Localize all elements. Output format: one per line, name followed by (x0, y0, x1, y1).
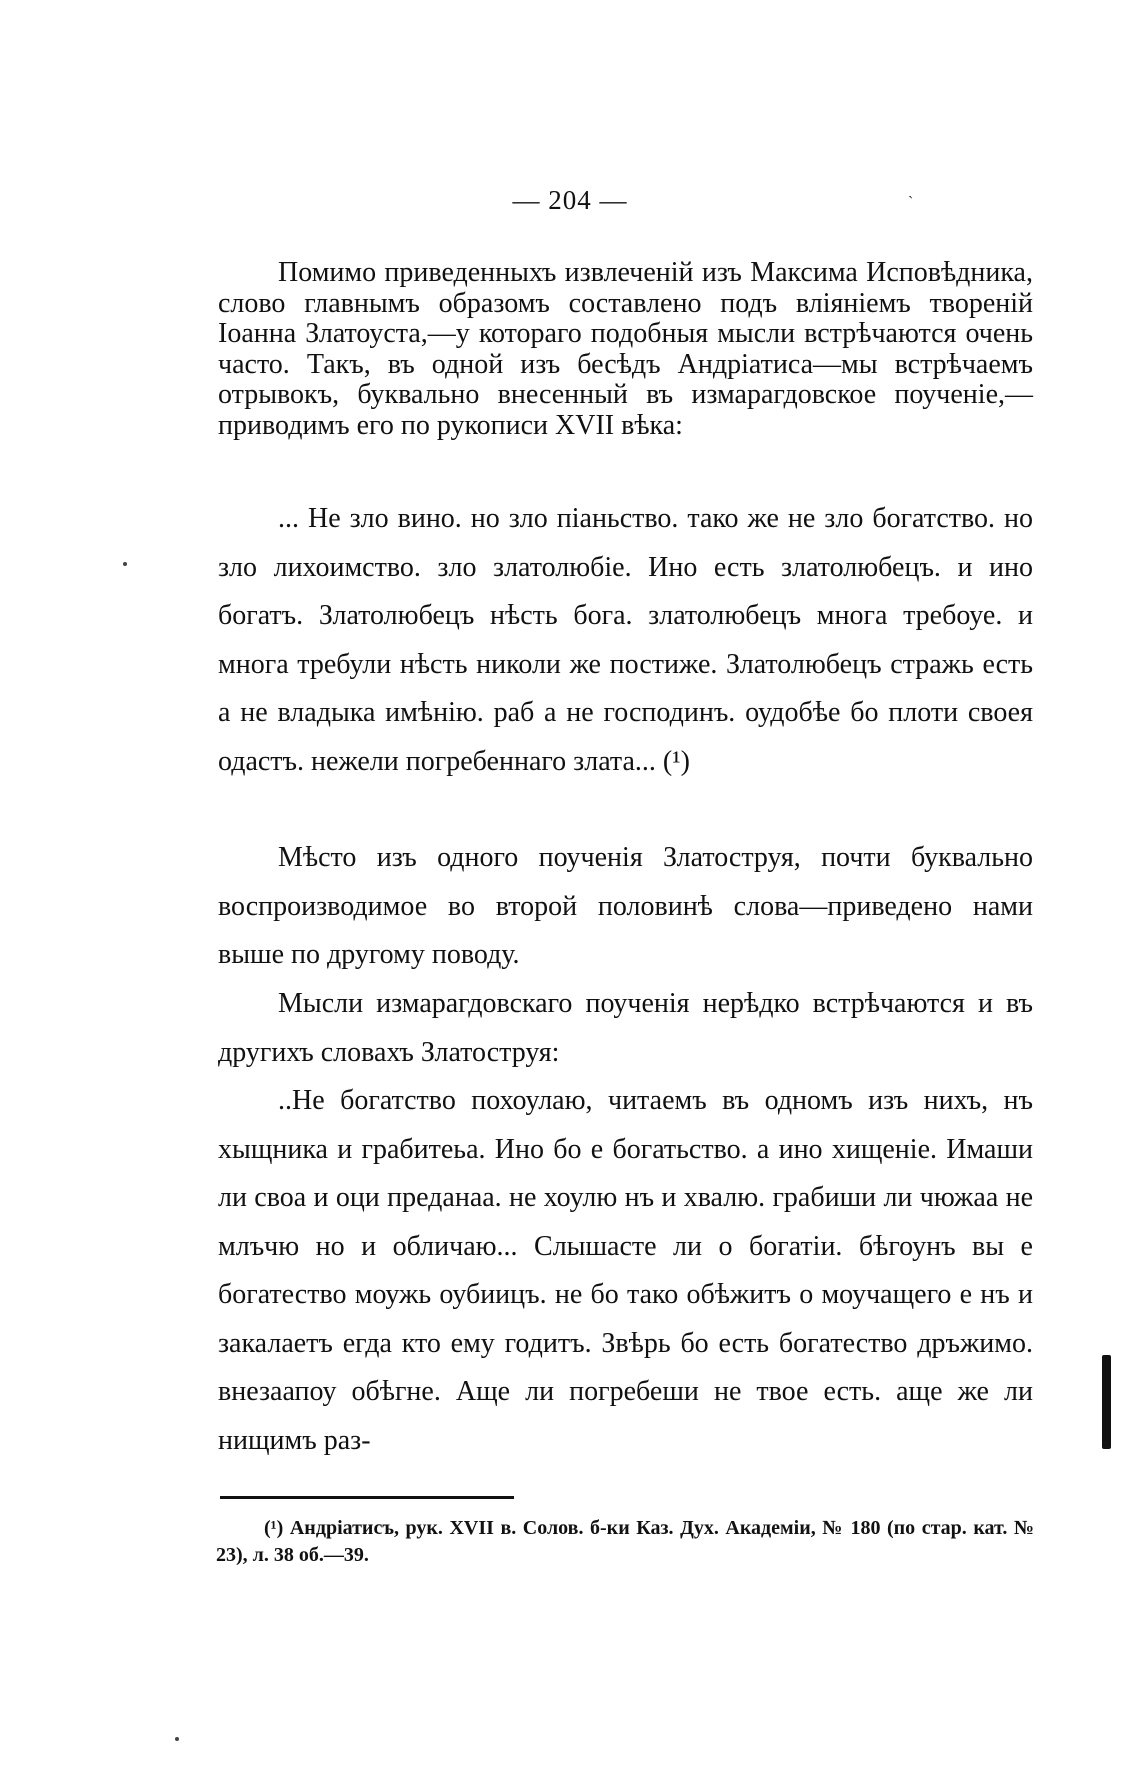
paragraph-intro (218, 258, 1033, 441)
paragraph-other-words (218, 980, 1033, 1077)
page-number: — 204 — (512, 185, 628, 215)
paragraph-text: Мѣсто изъ одного поученія Златоструя, почти буквально воспроизводимое во второй половинѣ слова—приведено нами выше по другому поводу. (218, 842, 1033, 970)
scan-edge-mark (1102, 1355, 1111, 1449)
footnote-text: (¹) Андріатисъ, рук. XVII в. Солов. б-ки Каз. Дух. Академіи, № 180 (по стар. кат. № 23), л. 38 об.—39. (216, 1517, 1034, 1566)
quote-text: ... Не зло вино. но зло піаньство. тако же не зло богатство. но зло лихоимство. зло златолюбіе. Ино есть златолюбецъ. и ино богатъ. Златолюбецъ нѣсть бога. златолюбецъ многа требоуе. и многа требули нѣсть николи же постиже. Златолюбецъ стражь есть а не владыка имѣнію. раб а не господинъ. оудобѣе бо плоти своея одастъ. нежели погребеннаго злата... (¹) (218, 503, 1033, 777)
footnote (216, 1515, 1034, 1569)
quote-andriatis (218, 495, 1033, 786)
paragraph-text: Помимо приведенныхъ извлеченій изъ Максима Исповѣдника, слово главнымъ образомъ составлено подъ вліяніемъ твореній Іоанна Златоуста,—у котораго подобныя мысли встрѣчаются очень часто. Такъ, въ одной изъ бесѣдъ Андріатиса—мы встрѣчаемъ отрывокъ, буквально внесенный въ измарагдовское поученіе,—приводимъ его по рукописи XVII вѣка: (218, 257, 1033, 441)
scan-speck (123, 562, 127, 566)
scan-speck (175, 1737, 179, 1741)
footnote-divider (220, 1496, 514, 1499)
paragraph-text: Мысли измарагдовскаго поученія нерѣдко встрѣчаются и въ другихъ словахъ Златоструя: (218, 988, 1033, 1068)
stray-ink-mark: ˏ (908, 182, 914, 199)
paragraph-zlatostruy-passage (218, 834, 1033, 980)
quote-zlatostruy (218, 1077, 1033, 1465)
quote-text: ..Не богатство похоулаю, читаемъ въ одномъ изъ нихъ, нъ хыщника и грабитеьа. Ино бо е богатьство. а ино хищеніе. Имаши ли своа и оци преданаа. не хоулю нъ и хвалю. грабиши ли чюжаа не млъчю но и обличаю... Слышасте ли о богатіи. бѣгоунъ вы е богатество моужь оубиицъ. не бо тако обѣжитъ о моучащего е нъ и закалаетъ егда кто ему годитъ. Звѣрь бо есть богатество дръжимо. внезаапоу обѣгне. Аще ли погребеши не твое есть. аще же ли нищимъ раз- (218, 1085, 1033, 1456)
